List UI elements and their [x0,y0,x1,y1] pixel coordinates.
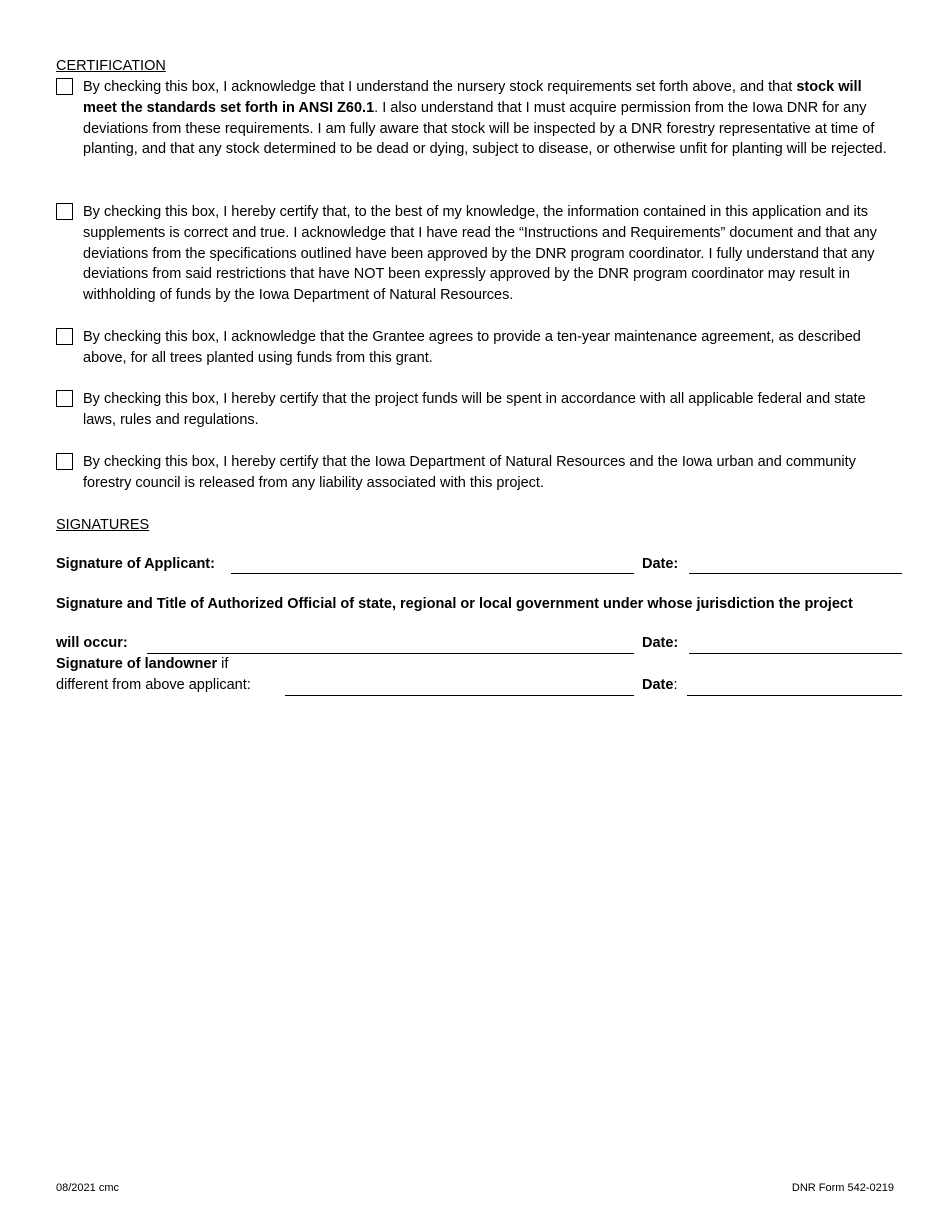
footer-revision: 08/2021 cmc [56,1182,119,1194]
text-bold-part: stock will meet the standards set forth in ANSI Z60.1 [83,79,862,116]
landowner-date-label [642,675,677,695]
landowner-label-bold: Signature of landowner [56,656,218,672]
landowner-signature-label-cont: different from above applicant: [56,677,251,693]
official-date-line[interactable] [689,653,902,654]
checkbox-accuracy[interactable] [56,203,73,220]
certification-text: By checking this box, I hereby certify that the Iowa Department of Natural Resources and the Iowa urban and community forestry council is released from any liability associated with this project. [83,454,856,491]
applicant-signature-line[interactable] [231,573,634,574]
certification-item-nursery-stock [56,77,898,160]
footer-form-number: DNR Form 542-0219 [791,1182,894,1194]
certification-item-maintenance [56,327,898,369]
checkbox-nursery-stock[interactable] [56,78,73,95]
official-signature-label-cont: will occur: [56,635,128,651]
certification-item-accuracy [56,202,898,306]
certification-heading: CERTIFICATION [56,58,166,74]
applicant-date-label: Date: [642,556,679,572]
checkbox-funds[interactable] [56,390,73,407]
date-word: Date [642,677,674,693]
checkbox-maintenance[interactable] [56,328,73,345]
applicant-signature-label: Signature of Applicant: [56,556,215,572]
landowner-date-line[interactable] [687,695,902,696]
signatures-heading: SIGNATURES [56,517,150,533]
text-part: By checking this box, I acknowledge that I understand the nursery stock requirements set forth above, and that [83,79,797,95]
landowner-signature-line[interactable] [285,695,634,696]
official-date-label: Date: [642,635,679,651]
text-part: . I also understand that I must acquire permission from the Iowa DNR for any deviations from these requirements. I am fully aware that stock will be inspected by a DNR forestry representative at time of planting, and that any stock determined to be dead or dying, subject to disease, or otherwise unfit for planting will be rejected. [83,99,887,158]
applicant-date-line[interactable] [689,573,902,574]
certification-item-liability [56,452,898,494]
certification-item-funds [56,389,898,431]
checkbox-liability[interactable] [56,453,73,470]
certification-text: By checking this box, I hereby certify that, to the best of my knowledge, the information contained in this application and its supplements is correct and true. I acknowledge that I have read the “Instructions and Requirements” document and that any deviations from the specifications outlined have been approved by the DNR program coordinator. I fully understand that any deviations from said restrictions that have NOT been expressly approved by the DNR program coordinator may result in withholding of funds by the Iowa Department of Natural Resources. [83,204,877,304]
certification-text [83,77,898,160]
certification-text: By checking this box, I hereby certify that the project funds will be spent in accordance with all applicable federal and state laws, rules and regulations. [83,391,866,428]
certification-text: By checking this box, I acknowledge that the Grantee agrees to provide a ten-year maintenance agreement, as described above, for all trees planted using funds from this grant. [83,329,861,366]
official-signature-label: Signature and Title of Authorized Official of state, regional or local government under whose jurisdiction the project [56,596,853,612]
date-colon: : [673,677,678,693]
landowner-signature-label [56,654,228,674]
landowner-label-suffix: if [217,656,229,672]
